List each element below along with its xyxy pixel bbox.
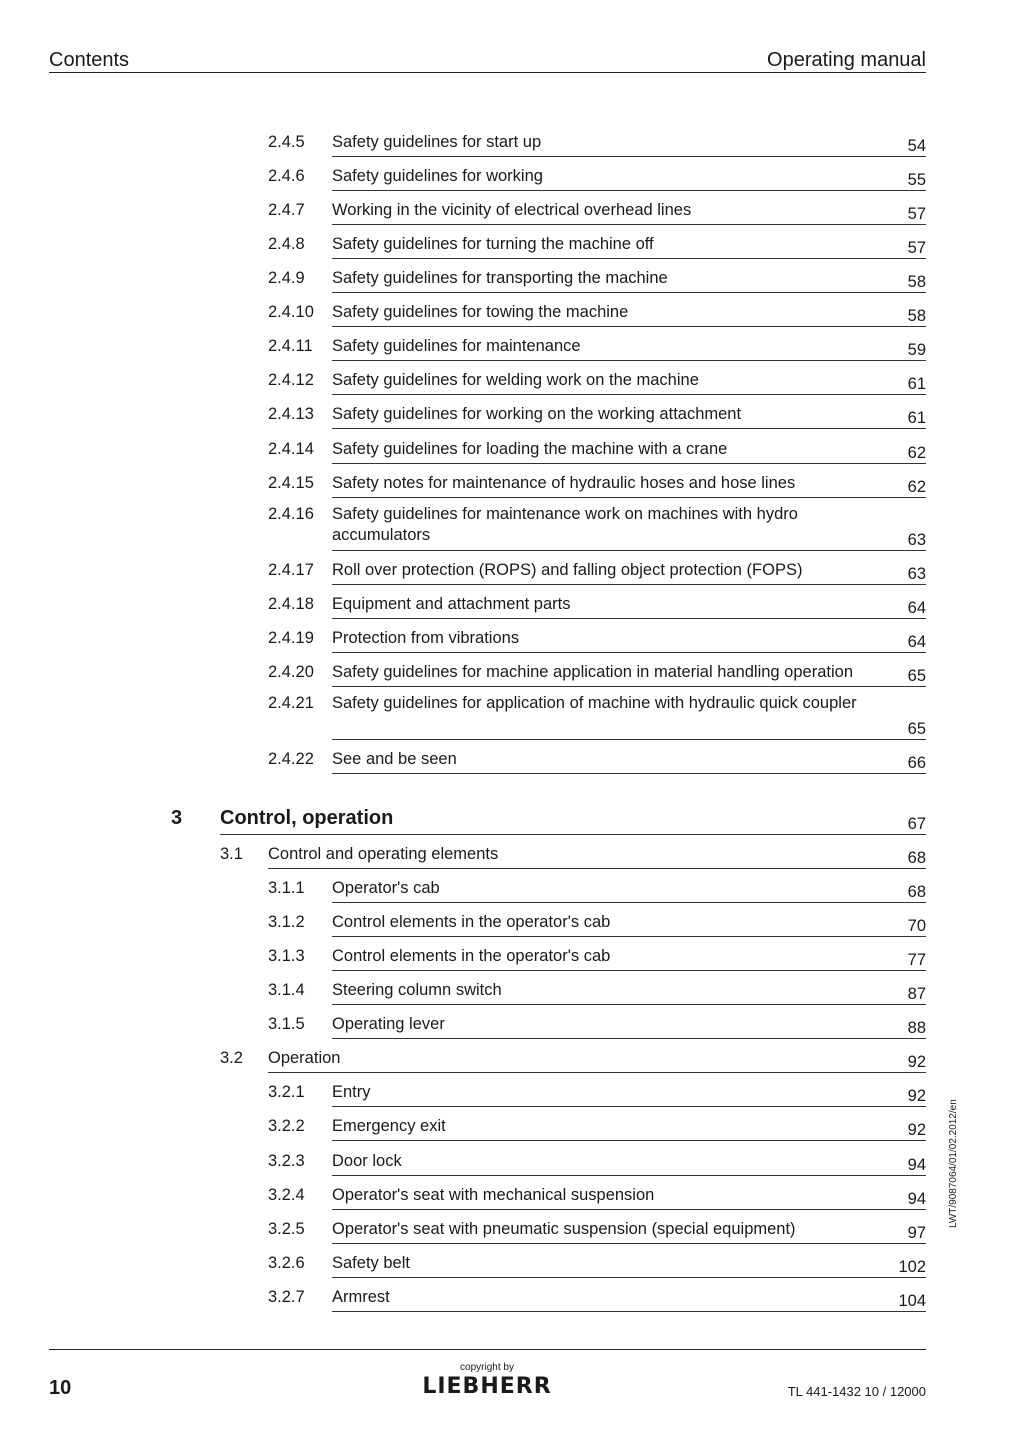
toc-entry[interactable] (0, 662, 1024, 686)
toc-entry-number: 3.2.1 (268, 1083, 305, 1101)
toc-entry-page[interactable]: 61 (907, 409, 926, 427)
toc-entry-line (268, 844, 926, 869)
toc-entry[interactable] (0, 594, 1024, 618)
toc-entry-number: 2.4.7 (268, 201, 305, 219)
toc-entry-page[interactable]: 57 (907, 205, 926, 223)
toc-entry-line (332, 560, 926, 585)
toc-entry-title[interactable]: Protection from vibrations (332, 629, 520, 647)
toc-entry-title[interactable]: Emergency exit (332, 1117, 446, 1135)
toc-entry-title[interactable]: Control, operation (220, 807, 394, 829)
toc-entry-line (332, 1185, 926, 1210)
toc-entry-number: 2.4.14 (268, 440, 314, 458)
toc-entry-number: 3.2.4 (268, 1186, 305, 1204)
toc-entry-title[interactable]: See and be seen (332, 750, 457, 768)
toc-entry-page[interactable]: 64 (907, 599, 926, 617)
toc-entry[interactable] (0, 878, 1024, 902)
toc-entry-page[interactable]: 70 (907, 917, 926, 935)
toc-entry-number: 2.4.20 (268, 663, 314, 681)
toc-entry-page[interactable]: 63 (907, 531, 926, 549)
header-rule (49, 72, 926, 73)
toc-entry-title[interactable]: Entry (332, 1083, 371, 1101)
toc-entry-title[interactable]: Safety guidelines for machine application in material handling operation (332, 663, 853, 681)
toc-entry-number: 2.4.15 (268, 474, 314, 492)
toc-entry-page[interactable]: 92 (907, 1053, 926, 1071)
toc-entry-page[interactable]: 88 (907, 1019, 926, 1037)
toc-entry[interactable] (0, 336, 1024, 360)
toc-entry-line (332, 980, 926, 1005)
toc-entry-number: 3.2 (220, 1049, 243, 1067)
toc-entry[interactable] (0, 946, 1024, 970)
toc-entry-page[interactable]: 59 (907, 341, 926, 359)
toc-entry-number: 2.4.12 (268, 371, 314, 389)
brand-logo: LIEBHERR (422, 1374, 552, 1399)
header-left: Contents (49, 49, 130, 71)
toc-entry-line (332, 200, 926, 225)
toc-entry-line (332, 693, 926, 740)
toc-entry-number: 2.4.5 (268, 133, 305, 151)
toc-entry-title[interactable]: Safety guidelines for application of machine with hydraulic quick coupler (332, 694, 857, 712)
toc-entry-number: 2.4.11 (268, 337, 313, 355)
toc-entry-page[interactable]: 57 (907, 239, 926, 257)
toc-entry-page[interactable]: 58 (907, 307, 926, 325)
toc-entry-number: 2.4.6 (268, 167, 305, 185)
toc-entry-title[interactable]: Working in the vicinity of electrical overhead lines (332, 201, 692, 219)
toc-entry-line (332, 1253, 926, 1278)
toc-entry-page[interactable]: 67 (907, 815, 926, 833)
toc-entry-number: 3.1.3 (268, 947, 305, 965)
toc-entry[interactable] (0, 1253, 1024, 1277)
toc-entry-page[interactable]: 55 (907, 171, 926, 189)
toc-entry-line (332, 166, 926, 191)
toc-entry-page[interactable]: 58 (907, 273, 926, 291)
toc-entry-title[interactable]: Safety guidelines for loading the machine with a crane (332, 440, 728, 458)
toc-entry-line (332, 132, 926, 157)
toc-entry-title[interactable]: Safety guidelines for maintenance work on machines with hydro accumulators (332, 505, 798, 544)
toc-entry-title[interactable]: Safety guidelines for turning the machine off (332, 235, 654, 253)
toc-entry-page[interactable]: 62 (907, 444, 926, 462)
toc-entry[interactable] (0, 234, 1024, 258)
toc-entry-page[interactable]: 65 (907, 667, 926, 685)
toc-entry-number: 3 (171, 807, 183, 829)
toc-entry[interactable] (0, 1048, 1024, 1072)
header-right: Operating manual (767, 49, 926, 71)
toc-entry-page[interactable]: 61 (907, 375, 926, 393)
toc-entry[interactable] (0, 200, 1024, 224)
toc-entry-title[interactable]: Roll over protection (ROPS) and falling object protection (FOPS) (332, 561, 803, 579)
toc-entry[interactable] (0, 370, 1024, 394)
toc-entry-line (332, 1219, 926, 1244)
footer-rule (49, 1349, 926, 1350)
toc-entry-page[interactable]: 94 (907, 1156, 926, 1174)
toc-entry-number: 2.4.17 (268, 561, 314, 579)
toc-entry-number: 3.1.4 (268, 981, 305, 999)
toc-entry-line (332, 749, 926, 774)
toc-entry-number: 3.2.7 (268, 1288, 305, 1306)
toc-entry[interactable] (0, 132, 1024, 156)
toc-entry-page[interactable]: 62 (907, 478, 926, 496)
toc-entry-page[interactable]: 104 (898, 1292, 926, 1310)
toc-entry-number: 3.1.2 (268, 913, 305, 931)
toc-entry[interactable] (0, 1116, 1024, 1140)
toc-entry-page[interactable]: 94 (907, 1190, 926, 1208)
toc-entry-number: 2.4.21 (268, 694, 314, 712)
toc-entry[interactable] (0, 1287, 1024, 1311)
toc-entry-page[interactable]: 54 (907, 137, 926, 155)
toc-entry-number: 2.4.10 (268, 303, 314, 321)
toc-entry-title[interactable]: Control and operating elements (268, 845, 499, 863)
toc-entry-title[interactable]: Safety notes for maintenance of hydraulic hoses and hose lines (332, 474, 796, 492)
toc-entry-line (332, 912, 926, 937)
toc-entry-title[interactable]: Safety belt (332, 1254, 410, 1272)
toc-entry-number: 2.4.13 (268, 405, 314, 423)
toc-entry-number: 3.1.5 (268, 1015, 305, 1033)
toc-entry-page[interactable]: 65 (907, 720, 926, 738)
toc-entry-line (332, 268, 926, 293)
toc-entry[interactable] (0, 404, 1024, 428)
toc-entry[interactable] (0, 1014, 1024, 1038)
toc-entry-line (332, 1082, 926, 1107)
toc-entry-number: 3.1 (220, 845, 243, 863)
toc-entry-page[interactable]: 63 (907, 565, 926, 583)
toc-entry[interactable] (0, 749, 1024, 773)
toc-entry-line (332, 628, 926, 653)
toc-entry-number: 3.2.2 (268, 1117, 305, 1135)
toc-entry-line (332, 662, 926, 687)
toc-entry-line (220, 806, 926, 835)
toc-entry-page[interactable]: 68 (907, 883, 926, 901)
toc-entry[interactable] (0, 268, 1024, 292)
toc-entry-page[interactable]: 64 (907, 633, 926, 651)
toc-entry-number: 3.1.1 (268, 879, 305, 897)
toc-entry[interactable] (0, 560, 1024, 584)
toc-entry-title[interactable]: Equipment and attachment parts (332, 595, 571, 613)
toc-entry-line (332, 946, 926, 971)
document-code: TL 441-1432 10 / 12000 (787, 1384, 926, 1399)
toc-entry-line (332, 370, 926, 395)
toc-entry-line (332, 878, 926, 903)
toc-entry-page[interactable]: 87 (907, 985, 926, 1003)
toc-entry-title[interactable]: Safety guidelines for working on the working attachment (332, 405, 742, 423)
toc-entry-number: 2.4.9 (268, 269, 305, 287)
toc-entry-title[interactable]: Safety guidelines for towing the machine (332, 303, 629, 321)
toc-entry-number: 2.4.18 (268, 595, 314, 613)
footer-page-number: 10 (49, 1377, 72, 1399)
toc-entry-line (332, 1151, 926, 1176)
toc-entry-page[interactable]: 66 (907, 754, 926, 772)
toc-entry-line (332, 1014, 926, 1039)
toc-entry-title[interactable]: Operating lever (332, 1015, 445, 1033)
toc-entry-number: 2.4.22 (268, 750, 314, 768)
toc-entry[interactable] (0, 1219, 1024, 1243)
toc-entry-title[interactable]: Operation (268, 1049, 341, 1067)
toc-entry[interactable] (0, 980, 1024, 1004)
toc-entry-title[interactable]: Armrest (332, 1288, 390, 1306)
toc-entry-page[interactable]: 102 (898, 1258, 926, 1276)
toc-entry-number: 3.2.6 (268, 1254, 305, 1272)
toc-entry[interactable] (0, 844, 1024, 868)
toc-entry-number: 2.4.19 (268, 629, 314, 647)
toc-entry-number: 2.4.8 (268, 235, 305, 253)
toc-entry-number: 3.2.5 (268, 1220, 305, 1238)
toc-entry-line (268, 1048, 926, 1073)
toc-entry-page[interactable]: 92 (907, 1087, 926, 1105)
toc-entry[interactable] (0, 1185, 1024, 1209)
toc-entry[interactable] (0, 628, 1024, 652)
toc-entry-line (332, 594, 926, 619)
toc-entry-page[interactable]: 68 (907, 849, 926, 867)
toc-entry-line (332, 404, 926, 429)
toc-entry[interactable] (0, 912, 1024, 936)
toc-entry-line (332, 336, 926, 361)
toc-entry-title[interactable]: Operator's seat with pneumatic suspension (special equipment) (332, 1220, 796, 1238)
toc-entry[interactable] (0, 1082, 1024, 1106)
toc-entry-title[interactable]: Safety guidelines for maintenance (332, 337, 581, 355)
toc-entry-page[interactable]: 92 (907, 1121, 926, 1139)
copyright-label: copyright by (460, 1362, 514, 1373)
toc-entry[interactable] (0, 473, 1024, 497)
toc-entry-line (332, 439, 926, 464)
toc-entry[interactable] (0, 504, 1024, 550)
toc-entry-line (332, 1116, 926, 1141)
toc-entry-page[interactable]: 77 (907, 951, 926, 969)
toc-entry-title[interactable]: Safety guidelines for transporting the machine (332, 269, 668, 287)
toc-entry[interactable] (0, 439, 1024, 463)
toc-entry-title[interactable]: Door lock (332, 1152, 402, 1170)
toc-entry-line (332, 473, 926, 498)
side-document-code: LWT/9087064/01/02.2012/en (948, 1099, 959, 1228)
toc-entry-line (332, 1287, 926, 1312)
toc-entry-title[interactable]: Control elements in the operator's cab (332, 947, 611, 965)
toc-entry-line (332, 302, 926, 327)
toc-entry-line (332, 234, 926, 259)
toc-entry[interactable] (0, 1151, 1024, 1175)
toc-entry-title[interactable]: Steering column switch (332, 981, 502, 999)
toc-entry-title[interactable]: Operator's seat with mechanical suspension (332, 1186, 655, 1204)
toc-entry-number: 3.2.3 (268, 1152, 305, 1170)
toc-entry-line (332, 504, 926, 551)
toc-entry-title[interactable]: Operator's cab (332, 879, 440, 897)
toc-entry-title[interactable]: Safety guidelines for welding work on the machine (332, 371, 699, 389)
toc-entry[interactable] (0, 302, 1024, 326)
toc-entry-title[interactable]: Safety guidelines for start up (332, 133, 542, 151)
toc-entry-number: 2.4.16 (268, 505, 314, 523)
toc-entry-title[interactable]: Safety guidelines for working (332, 167, 543, 185)
toc-entry[interactable] (0, 806, 1024, 834)
toc-entry[interactable] (0, 693, 1024, 739)
toc-entry-title[interactable]: Control elements in the operator's cab (332, 913, 611, 931)
toc-entry[interactable] (0, 166, 1024, 190)
toc-entry-page[interactable]: 97 (907, 1224, 926, 1242)
